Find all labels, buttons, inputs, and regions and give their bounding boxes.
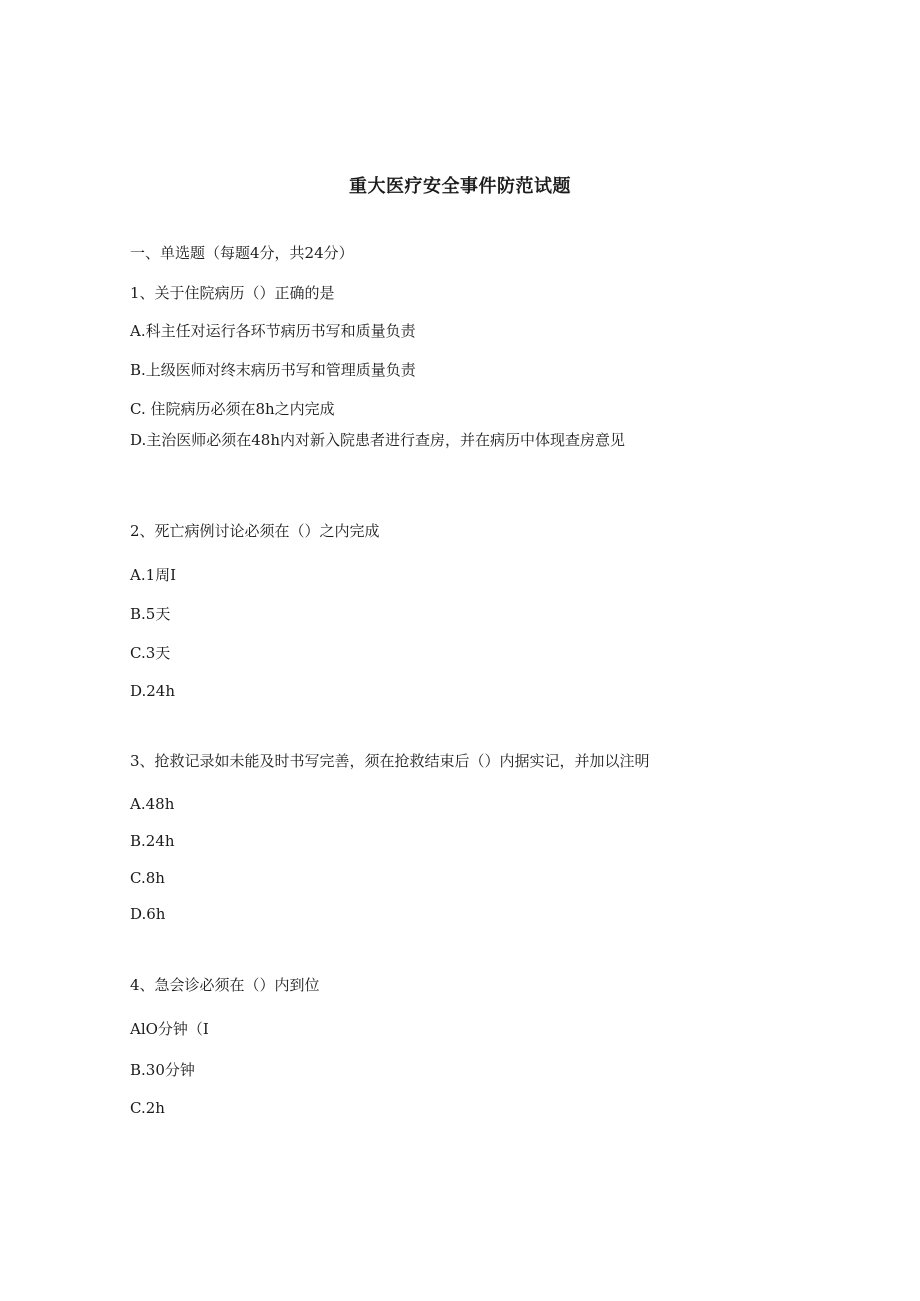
question-stem: 1、关于住院病历（）正确的是: [130, 284, 335, 302]
option-d: D.主治医师必须在48h内对新入院患者进行查房，并在病历中体现查房意见: [130, 431, 626, 449]
option-c: C.2h: [130, 1099, 165, 1117]
option-d: D.6h: [130, 905, 166, 923]
section-heading: 一、单选题（每题4分，共24分）: [130, 244, 354, 262]
option-b: B.30分钟: [130, 1061, 195, 1079]
option-b: B.上级医师对终末病历书写和管理质量负责: [130, 361, 416, 379]
option-c: C.8h: [130, 869, 165, 887]
option-c: C.3天: [130, 644, 171, 662]
option-b: B.5天: [130, 605, 171, 623]
option-b: B.24h: [130, 832, 175, 850]
option-a: A.科主任对运行各环节病历书写和质量负责: [130, 322, 416, 340]
option-a: A.1周I: [130, 566, 177, 584]
question-stem: 3、抢救记录如未能及时书写完善，须在抢救结束后（）内据实记，并加以注明: [130, 752, 650, 770]
option-c: C. 住院病历必须在8h之内完成: [130, 400, 335, 418]
option-a: A.48h: [130, 795, 175, 813]
option-d: D.24h: [130, 682, 176, 700]
option-a: AlO分钟（I: [130, 1020, 209, 1038]
page-title: 重大医疗安全事件防范试题: [349, 176, 571, 197]
question-stem: 4、急会诊必须在（）内到位: [130, 976, 320, 994]
question-stem: 2、死亡病例讨论必须在（）之内完成: [130, 522, 380, 540]
